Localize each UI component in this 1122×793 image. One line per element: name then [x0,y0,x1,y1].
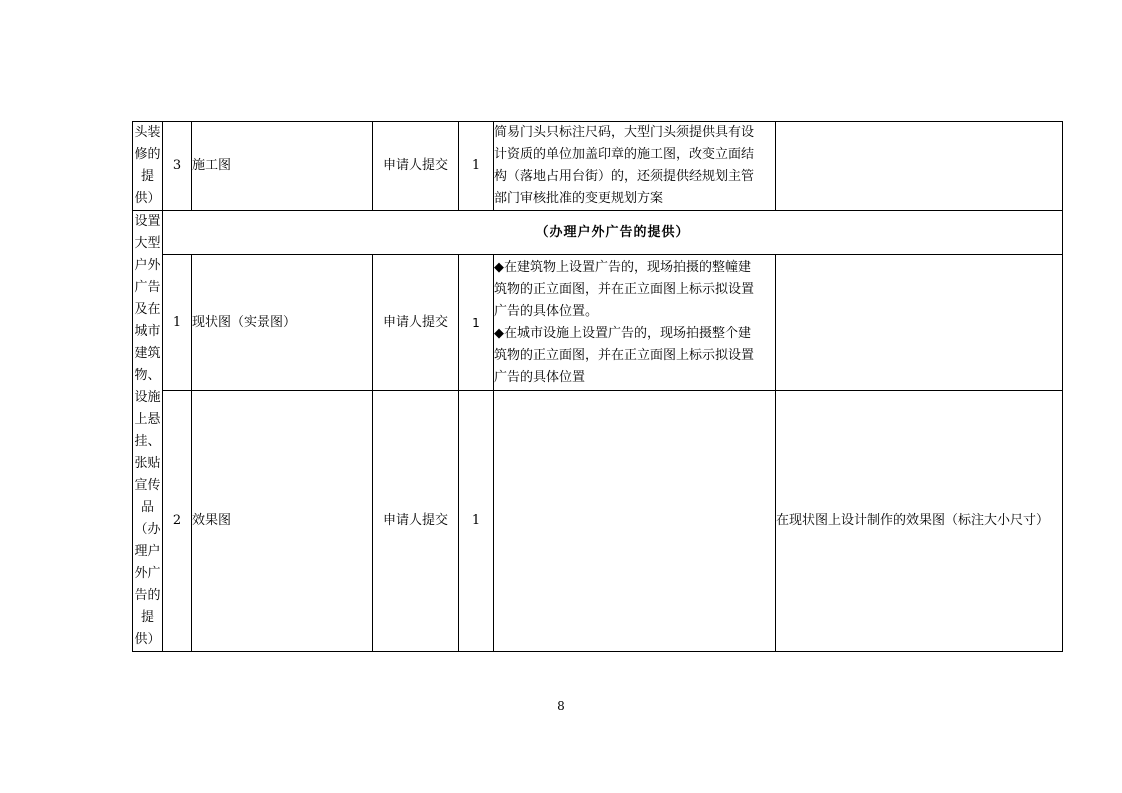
material-name-cell: 施工图 [192,122,373,211]
requirement-cell [494,255,776,391]
materials-table [132,121,1063,652]
item-number-cell: 2 [163,391,192,652]
item-number-cell: 1 [163,255,192,391]
material-source-cell: 申请人提交 [373,122,459,211]
table-row-construction-drawing [133,122,1063,211]
material-name-cell: 现状图（实景图） [192,255,373,391]
section-heading: （办理户外广告的提供） [163,211,1063,255]
table-row-current-photo [133,255,1063,391]
page-number: 8 [557,699,565,713]
requirement-cell [494,122,776,211]
note-cell [776,122,1063,211]
table-row-section-heading [133,211,1063,255]
requirement-cell [494,391,776,652]
item-number-cell: 3 [163,122,192,211]
copies-cell: 1 [459,255,494,391]
material-source-cell: 申请人提交 [373,391,459,652]
category-text: 头装 修的 提 供） [134,125,161,206]
note-cell [776,255,1063,391]
table-row-effect-drawing [133,391,1063,652]
copies-cell: 1 [459,391,494,652]
category-cell-outdoor-ad [133,211,163,652]
requirement-text: ◆在建筑物上设置广告的，现场拍摄的整幢建 筑物的正立面图，并在正立面图上标示拟设置 广告的具体位置。 ◆在城市设施上设置广告的，现场拍摄整个建 筑物的正立面图，并在正立面图上标示拟设置 广告的具体位置 [494,259,755,385]
category-cell-shopfront [133,122,163,211]
category-text: 设置 大型 户外 广告 及在 城市 建筑 物、 设施 上悬 挂、 张贴 宣传 品 （办 理户 外广 告的 提 供） [134,214,161,647]
material-name-cell: 效果图 [192,391,373,652]
requirement-text: 简易门头只标注尺码，大型门头须提供具有设 计资质的单位加盖印章的施工图，改变立面结 构（落地占用台街）的，还须提供经规划主管 部门审核批准的变更规划方案 [494,125,755,206]
note-cell: 在现状图上设计制作的效果图（标注大小尺寸） [776,391,1063,652]
copies-cell: 1 [459,122,494,211]
material-source-cell: 申请人提交 [373,255,459,391]
